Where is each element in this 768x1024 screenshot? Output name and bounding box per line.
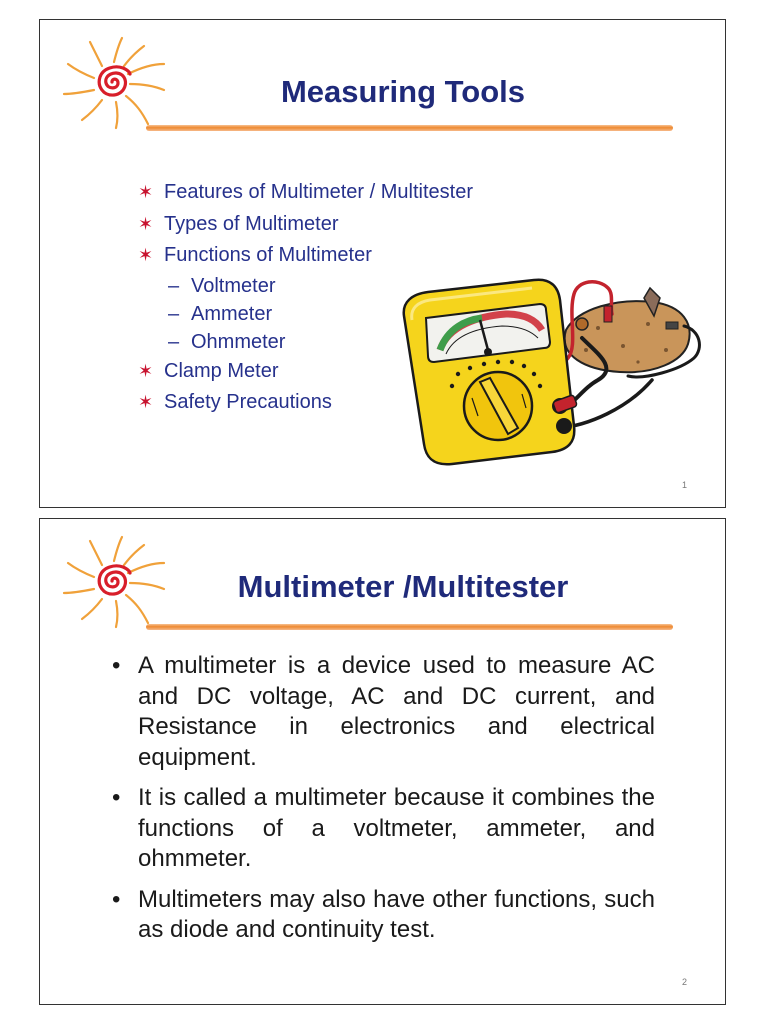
title-underline bbox=[146, 624, 673, 630]
title-underline bbox=[146, 125, 673, 131]
sun-logo-icon bbox=[60, 34, 168, 130]
star-bullet-icon: ✶ bbox=[138, 213, 154, 234]
dash-bullet-icon: – bbox=[168, 274, 180, 297]
dot-bullet-icon: • bbox=[112, 784, 121, 811]
list-item: • A multimeter is a device used to measure AC and DC voltage, AC and DC current, and Resistance in electronics and electrical equipment. bbox=[112, 652, 655, 771]
star-bullet-icon: ✶ bbox=[138, 360, 154, 381]
dot-bullet-icon: • bbox=[112, 885, 121, 913]
slide-2 bbox=[39, 518, 726, 1005]
list-item: ✶ Types of Multimeter bbox=[138, 209, 473, 241]
list-item: ✶ Features of Multimeter / Multitester bbox=[138, 177, 473, 209]
list-item: • Multimeters may also have other functions, such as diode and continuity test. bbox=[112, 885, 655, 943]
slide-title: Measuring Tools bbox=[280, 74, 525, 109]
star-bullet-icon: ✶ bbox=[138, 392, 154, 412]
page-number: 2 bbox=[681, 977, 687, 987]
slide-title: Multimeter /Multitester bbox=[237, 569, 569, 604]
multimeter-illustration bbox=[398, 258, 704, 478]
list-item: ✶ Functions of Multimeter bbox=[138, 240, 473, 272]
dash-bullet-icon: – bbox=[168, 302, 180, 325]
list-item: ✶ Clamp Meter bbox=[138, 356, 473, 388]
star-bullet-icon: ✶ bbox=[138, 245, 154, 265]
star-bullet-icon: ✶ bbox=[138, 182, 154, 202]
sub-list-item: – Ammeter bbox=[138, 300, 473, 328]
sun-logo-icon bbox=[60, 533, 168, 629]
page-number: 1 bbox=[681, 480, 687, 490]
dot-bullet-icon: • bbox=[112, 652, 121, 679]
list-item: ✶ Safety Precautions bbox=[138, 387, 473, 419]
list-item: • It is called a multimeter because it combines the functions of a voltmeter, ammeter, and ohmmeter. bbox=[112, 784, 655, 872]
dash-bullet-icon: – bbox=[168, 330, 180, 353]
potato-icon bbox=[565, 288, 690, 372]
sub-list-item: – Voltmeter bbox=[138, 272, 473, 300]
slide-1 bbox=[39, 19, 726, 508]
sub-list-item: – Ohmmeter bbox=[138, 328, 473, 356]
bullet-list bbox=[110, 651, 655, 956]
